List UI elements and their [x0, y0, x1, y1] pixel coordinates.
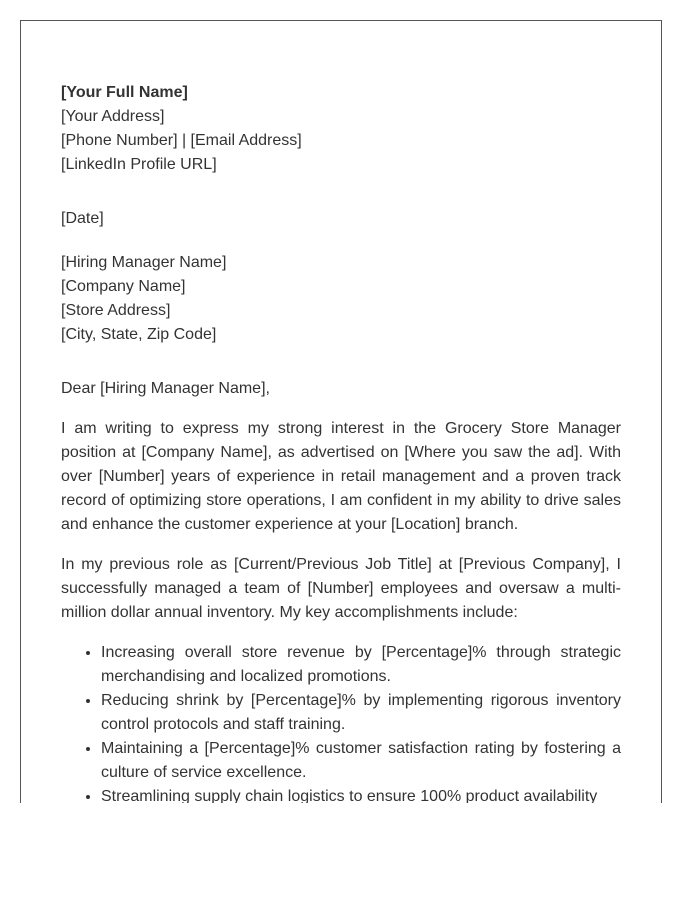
sender-contact: [Phone Number] | [Email Address] — [61, 132, 302, 149]
accomplishments-list — [61, 641, 621, 803]
date-block — [61, 207, 621, 231]
recipient-company: [Company Name] — [61, 278, 186, 295]
recipient-city-state-zip: [City, State, Zip Code] — [61, 326, 217, 343]
sender-name: [Your Full Name] — [61, 84, 188, 101]
letter-content — [61, 81, 621, 803]
accomplishment-item: • Increasing overall store revenue by [Percentage]% through strategic merchandising and localized promotions. — [101, 641, 621, 689]
sender-linkedin: [LinkedIn Profile URL] — [61, 156, 217, 173]
recipient-store-address: [Store Address] — [61, 302, 171, 319]
salutation: Dear [Hiring Manager Name], — [61, 380, 270, 397]
body-paragraph-2: In my previous role as [Current/Previous Job Title] at [Previous Company], I successfully managed a team of [Number] employees and oversaw a multi-million dollar annual inventory. My key accomplishments include: — [61, 556, 621, 621]
accomplishment-item: • Reducing shrink by [Percentage]% by implementing rigorous inventory control protocols and staff training. — [101, 689, 621, 737]
recipient-block — [61, 251, 621, 347]
accomplishment-item: • Maintaining a [Percentage]% customer satisfaction rating by fostering a culture of service excellence. — [101, 737, 621, 785]
accomplishment-item: • Streamlining supply chain logistics to ensure 100% product availability — [101, 785, 621, 803]
salutation-block — [61, 377, 621, 401]
sender-address: [Your Address] — [61, 108, 165, 125]
body-paragraph-1: I am writing to express my strong interest in the Grocery Store Manager position at [Company Name], as advertised on [Where you saw the ad]. With over [Number] years of experience in retail management and a proven track record of optimizing store operations, I am confident in my ability to drive sales and enhance the customer experience at your [Location] branch. — [61, 420, 621, 533]
letter-date: [Date] — [61, 210, 104, 227]
recipient-manager: [Hiring Manager Name] — [61, 254, 227, 271]
sender-block — [61, 81, 621, 177]
letter-page — [20, 20, 662, 803]
